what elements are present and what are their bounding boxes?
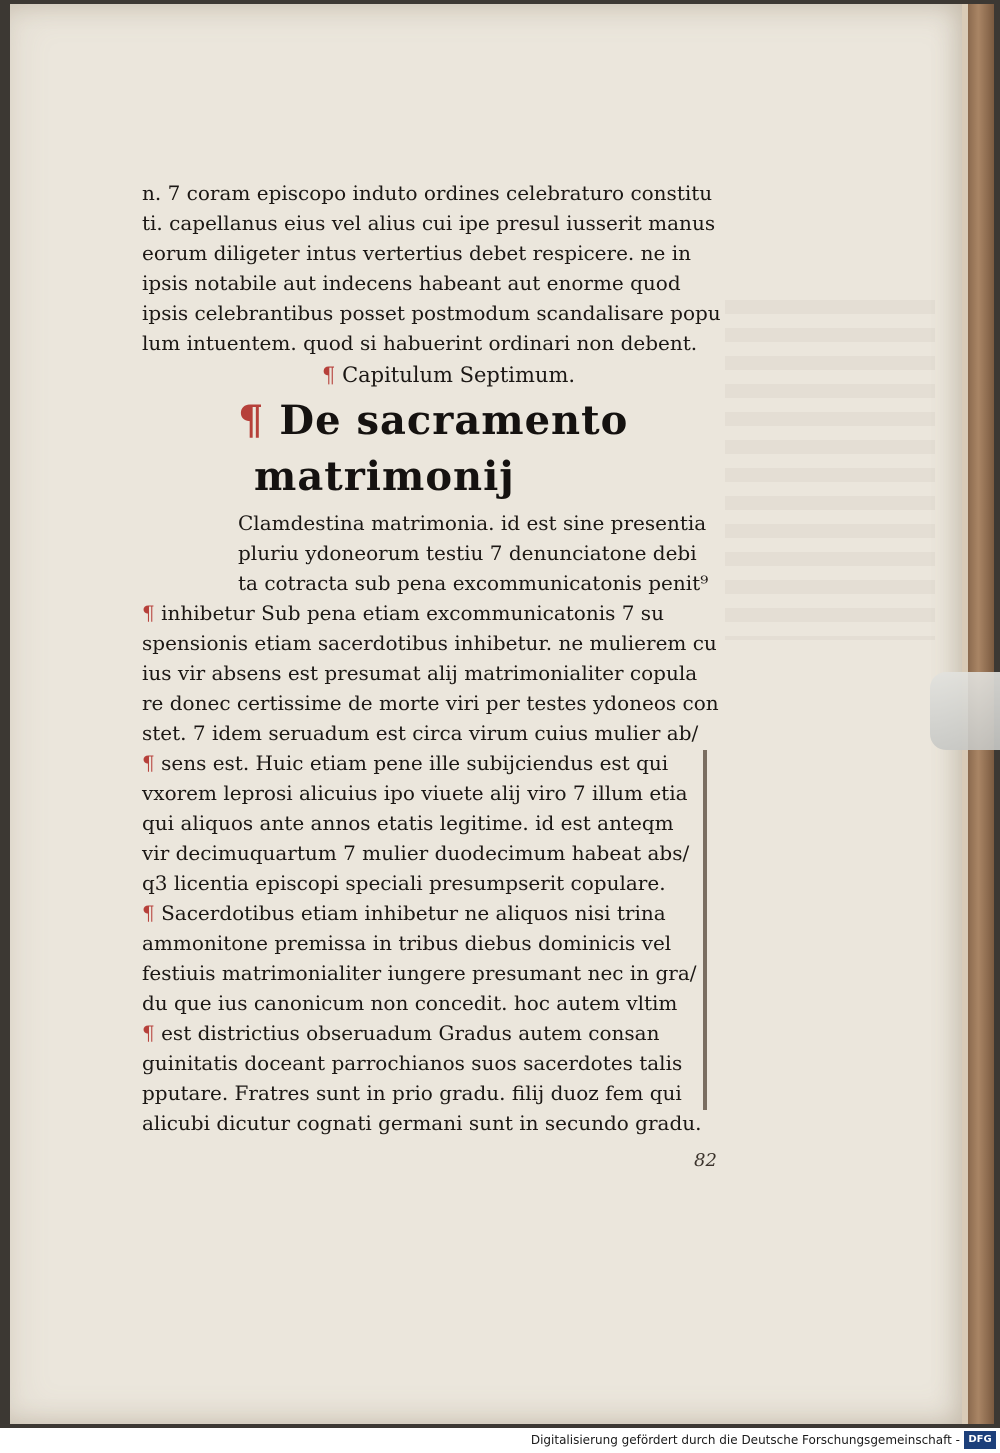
text-block <box>142 178 722 1158</box>
folio-number: 82 <box>694 1150 717 1171</box>
text-line-content: Clamdestina matrimonia. id est sine presentia <box>238 511 707 535</box>
paragraph-mark: ¶ <box>142 751 155 775</box>
text-line <box>142 1078 682 1108</box>
text-line <box>142 808 674 838</box>
section-heading-line-2: matrimonij <box>254 453 515 500</box>
text-line-content: vxorem leprosi alicuius ipo viuete alij viro 7 illum etia <box>142 781 688 805</box>
text-line: ipsis celebrantibus posset postmodum scandalisare popu <box>142 301 721 325</box>
text-line-content: festiuis matrimonialiter iungere presumant nec in gra/ <box>142 961 697 985</box>
text-line <box>142 1048 682 1078</box>
text-line-content: re donec certissime de morte viri per testes ydoneos con <box>142 691 719 715</box>
text-line-content: stet. 7 idem seruadum est circa virum cuius mulier ab/ <box>142 721 699 745</box>
text-line-content: alicubi dicutur cognati germani sunt in secundo gradu. <box>142 1111 702 1135</box>
marginal-bracket <box>703 750 707 1110</box>
text-line-content: sens est. Huic etiam pene ille subijciendus est qui <box>161 751 669 775</box>
text-line-content: spensionis etiam sacerdotibus inhibetur. ne mulierem cu <box>142 631 717 655</box>
section-heading <box>238 394 628 448</box>
paragraph-mark: ¶ <box>142 901 155 925</box>
chapter-caption-text: Capitulum Septimum. <box>342 363 576 387</box>
text-line-content: ta cotracta sub pena excommunicatonis penit⁹ <box>238 571 709 595</box>
text-line <box>142 598 664 628</box>
text-line-content: du que ius canonicum non concedit. hoc autem vltim <box>142 991 678 1015</box>
text-line <box>142 778 688 808</box>
text-line-content: qui aliquos ante annos etatis legitime. id est anteqm <box>142 811 674 835</box>
text-line-content: inhibetur Sub pena etiam excommunicatonis 7 su <box>161 601 664 625</box>
text-line <box>142 958 697 988</box>
funding-credit: Digitalisierung gefördert durch die Deutsche Forschungsgemeinschaft - <box>530 1433 960 1447</box>
text-line <box>142 838 689 868</box>
text-line <box>142 688 719 718</box>
text-line: ti. capellanus eius vel alius cui ipe presul iusserit manus <box>142 211 716 235</box>
text-line-content: Sacerdotibus etiam inhibetur ne aliquos nisi trina <box>161 901 666 925</box>
text-line <box>238 538 697 568</box>
dfg-logo: DFG <box>964 1431 996 1449</box>
text-line <box>142 628 717 658</box>
footer-bar <box>0 1428 1000 1453</box>
text-line-content: ammonitone premissa in tribus diebus dominicis vel <box>142 931 672 955</box>
text-line: n. 7 coram episcopo induto ordines celebraturo constitu <box>142 181 713 205</box>
text-line <box>142 1018 659 1048</box>
text-line <box>142 868 666 898</box>
show-through-text <box>725 300 935 640</box>
text-line: ipsis notabile aut indecens habeant aut enorme quod <box>142 271 681 295</box>
text-line <box>142 1108 701 1138</box>
text-line: eorum diligeter intus vertertius debet respicere. ne in <box>142 241 691 265</box>
paragraph-mark: ¶ <box>142 601 155 625</box>
text-line-content: pputare. Fratres sunt in prio gradu. filij duoz fem qui <box>142 1081 682 1105</box>
text-line <box>142 898 666 928</box>
text-line-content: est districtius obseruadum Gradus autem consan <box>161 1021 660 1045</box>
text-line <box>142 658 697 688</box>
text-line <box>142 748 668 778</box>
text-line <box>142 928 671 958</box>
text-line-content: vir decimuquartum 7 mulier duodecimum habeat abs/ <box>142 841 690 865</box>
text-line: lum intuentem. quod si habuerint ordinari non debent. <box>142 331 698 355</box>
plastic-clip <box>930 672 1000 750</box>
text-line-content: q3 licentia episcopi speciali presumpserit copulare. <box>142 871 666 895</box>
paragraph-mark: ¶ <box>238 397 265 444</box>
paragraph-mark: ¶ <box>142 1021 155 1045</box>
heading-line-1: De sacramento <box>279 397 629 444</box>
text-line <box>238 508 706 538</box>
paragraph-mark: ¶ <box>322 363 336 387</box>
chapter-caption <box>322 360 575 390</box>
text-line-content: pluriu ydoneorum testiu 7 denunciatone debi <box>238 541 697 565</box>
text-line-content: guinitatis doceant parrochianos suos sacerdotes talis <box>142 1051 683 1075</box>
text-line <box>142 988 677 1018</box>
text-line <box>238 568 708 598</box>
text-line-content: ius vir absens est presumat alij matrimonialiter copula <box>142 661 698 685</box>
text-line <box>142 718 698 748</box>
